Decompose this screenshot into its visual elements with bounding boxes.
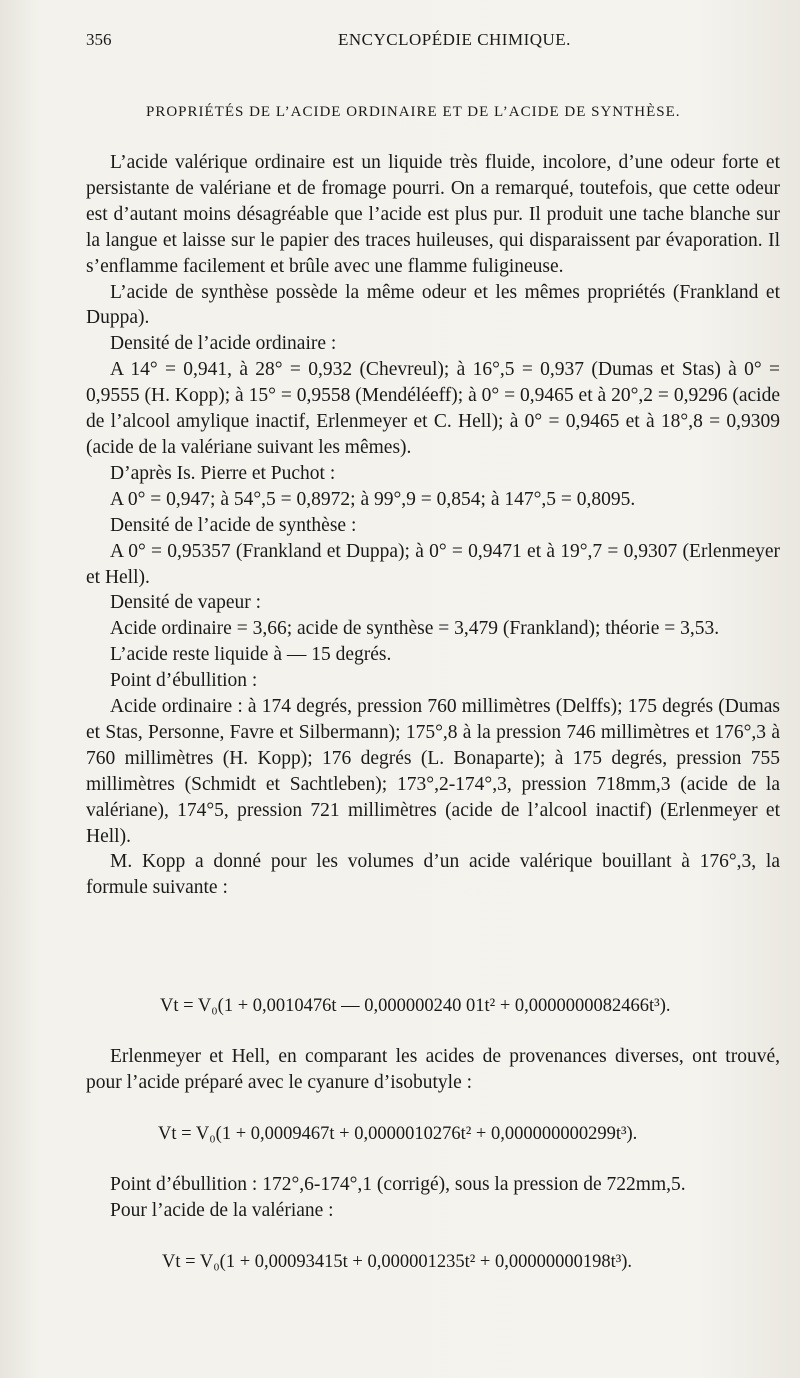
paragraph-pierre-values: A 0° = 0,947; à 54°,5 = 0,8972; à 99°,9 = 0,854; à 147°,5 = 0,8095. [110,488,636,510]
section-title: PROPRIÉTÉS DE L’ACIDE ORDINAIRE ET DE L’ACIDE DE SYNTHÈSE. [146,104,681,120]
text-erlenmeyer [86,1044,780,1096]
formula-valeriane: Vt = V₀(1 + 0,00093415t + 0,000001235t² + 0,00000000198t³). [162,1252,633,1272]
paragraph-synthesis-density-values: A 0° = 0,95357 (Frankland et Duppa); à 0° = 0,9471 et à 19°,7 = 0,9307 (Erlenmeyer et Hell). [86,540,780,588]
paragraph-liquid: L’acide reste liquide à — 15 degrés. [110,644,392,666]
paragraph-synthesis: L’acide de synthèse possède la même odeur et les mêmes propriétés (Frankland et Duppa). [86,281,780,329]
main-text [86,150,780,901]
running-head [86,30,786,54]
paragraph-description: L’acide valérique ordinaire est un liquide très fluide, incolore, d’une odeur forte et persistante de valériane et de fromage pourri. On a remarqué, toutefois, que cette odeur est d’autant moins désagréable que l’acide est plus pur. Il produit une tache blanche sur la langue et laisse sur le papier des traces huileuses, qui disparaissent par évaporation. Il s’enflamme facilement et brûle avec une flamme fuligineuse. [86,152,780,277]
paragraph-synthesis-density-heading: Densité de l’acide de synthèse : [110,514,357,536]
paragraph-boiling-values: Acide ordinaire : à 174 degrés, pression 760 millimètres (Delffs); 175 degrés (Dumas et Stas, Personne, Favre et Silbermann); 175°,8 à la pression 746 millimètres et 176°,3 à 760 millimètres (H. Kopp); 176 degrés (L. Bonaparte); à 175 degrés, pression 755 millimètres (Schmidt et Sachtleben); 173°,2-174°,3, pression 718mm,3 (acide de la valériane), 174°5, pression 721 millimètres (acide de l’alcool inactif) (Erlenmeyer et Hell). [86,696,780,847]
paragraph-vapour-values: Acide ordinaire = 3,66; acide de synthèse = 3,479 (Frankland); théorie = 3,53. [110,618,720,640]
running-title: ENCYCLOPÉDIE CHIMIQUE. [338,30,571,49]
paragraph-valeriane: Pour l’acide de la valériane : [110,1199,334,1221]
paragraph-erlenmeyer: Erlenmeyer et Hell, en comparant les acides de provenances diverses, ont trouvé, pour l’acide préparé avec le cyanure d’isobutyle : [86,1046,780,1093]
paragraph-boiling-heading: Point d’ébullition : [110,670,258,692]
formula-erlenmeyer: Vt = V₀(1 + 0,0009467t + 0,0000010276t² + 0,000000000299t³). [158,1124,638,1144]
paragraph-boiling-synthesis: Point d’ébullition : 172°,6-174°,1 (corrigé), sous la pression de 722mm,5. [110,1174,686,1195]
paragraph-kopp: M. Kopp a donné pour les volumes d’un acide valérique bouillant à 176°,3, la formule suivante : [86,851,780,899]
formula-kopp: Vt = V₀(1 + 0,0010476t — 0,000000240 01t² + 0,0000000082466t³). [160,996,671,1016]
paragraph-density-values: A 14° = 0,941, à 28° = 0,932 (Chevreul); à 16°,5 = 0,937 (Dumas et Stas) à 0° = 0,9555 (H. Kopp); à 15° = 0,9558 (Mendéléeff); à 0° = 0,9465 et à 20°,2 = 0,9296 (acide de l’alcool amylique inactif, Erlenmeyer et C. Hell); à 0° = 0,9465 et à 18°,8 = 0,9309 (acide de la valériane suivant les mêmes). [86,359,780,458]
text-boiling-synthesis [86,1172,780,1224]
paragraph-pierre-heading: D’après Is. Pierre et Puchot : [110,462,336,484]
paragraph-vapour-heading: Densité de vapeur : [110,592,262,614]
page-number: 356 [86,30,112,49]
paragraph-density-heading: Densité de l’acide ordinaire : [110,333,337,355]
